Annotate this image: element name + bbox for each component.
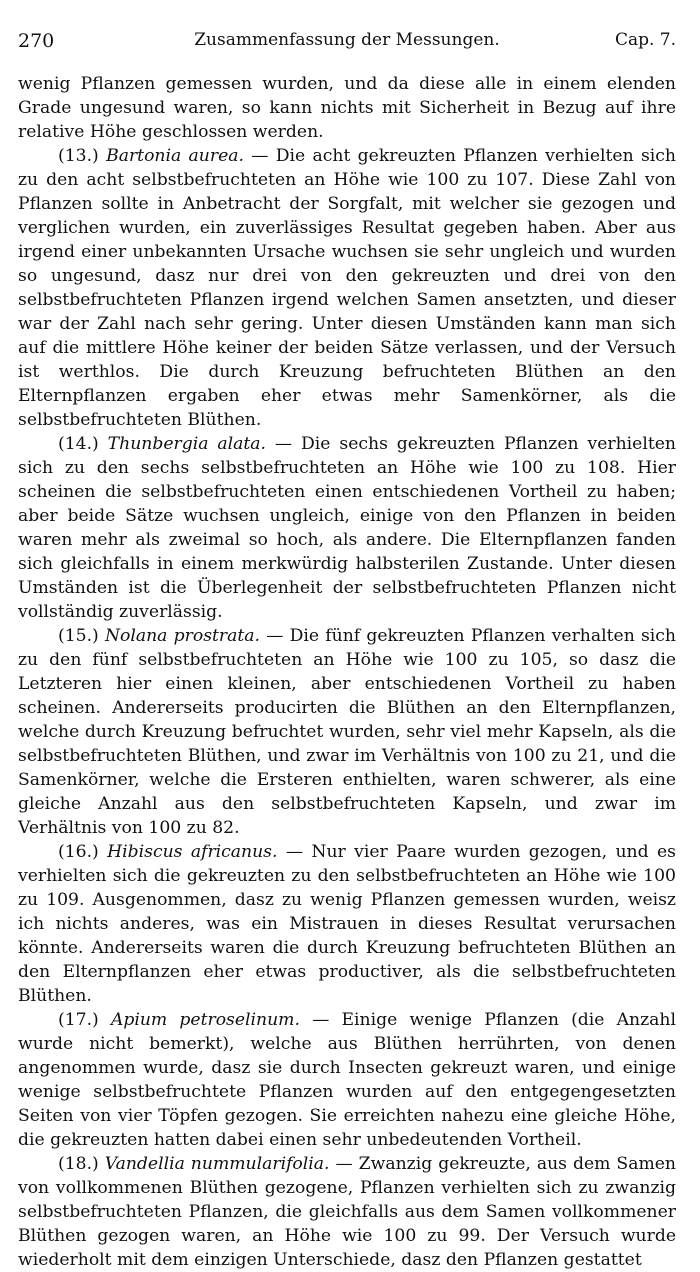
species-name: Nolana prostrata. [104, 626, 261, 646]
paragraph-number: (14.) [58, 434, 99, 454]
paragraph-number: (13.) [58, 146, 99, 166]
paragraph-13 [18, 144, 676, 432]
paragraph-15 [18, 624, 676, 840]
species-name: Bartonia aurea. [106, 146, 244, 166]
species-name: Hibiscus africanus. [107, 842, 278, 862]
paragraph-number: (15.) [58, 626, 99, 646]
page-number: 270 [18, 30, 55, 52]
paragraph-18 [18, 1152, 676, 1272]
paragraph-14 [18, 432, 676, 624]
paragraph-number: (17.) [58, 1010, 99, 1030]
species-name: Thunbergia alata. [107, 434, 266, 454]
paragraph-16 [18, 840, 676, 1008]
paragraph-number: (16.) [58, 842, 99, 862]
page-header [18, 30, 676, 58]
species-name: Apium petroselinum. [110, 1010, 300, 1030]
paragraph-text: — Die sechs gekreuzten Pflanzen verhielten sich zu den sechs selbstbefruchteten an Höhe wie 100 zu 108. Hier scheinen die selbstbefruchteten einen entschiedenen Vortheil zu haben; aber beide Sätze wuchsen ungleich, einige von den Pflanzen in beiden waren mehr als zweimal so hoch, als andere. Die Elternpflanzen fanden sich gleichfalls in einem merkwürdig halbsterilen Zustande. Unter diesen Umständen ist die Überlegenheit der selbstbefruchteten Pflanzen nicht vollständig zuverlässig. [18, 434, 676, 622]
paragraph-text: — Einige wenige Pflanzen (die Anzahl wurde nicht bemerkt), welche aus Blüthen herrührten, von denen angenommen wurde, dasz sie durch Insecten gekreuzt waren, und einige wenige selbstbefruchtete Pflanzen wurden auf den entgegengesetzten Seiten von vier Töpfen gezogen. Sie erreichten nahezu eine gleiche Höhe, die gekreuzten hatten dabei einen sehr unbedeutenden Vortheil. [18, 1010, 676, 1150]
paragraph-17 [18, 1008, 676, 1152]
chapter-label: Cap. 7. [614, 30, 676, 50]
paragraph-text: — Die fünf gekreuzten Pflanzen verhalten sich zu den fünf selbstbefruchteten an Höhe wie 100 zu 105, so dasz die Letzteren hier einen kleinen, aber entschiedenen Vortheil zu haben scheinen. Andererseits producirten die Blüthen an den Elternpflanzen, welche durch Kreuzung befruchtet wurden, sehr viel mehr Kapseln, als die selbstbefruchteten Blüthen, und zwar im Verhältnis von 100 zu 21, und die Samenkörner, welche die Ersteren enthielten, waren schwerer, als eine gleiche Anzahl aus den selbstbefruchteten Kapseln, und zwar im Verhältnis von 100 zu 82. [18, 626, 676, 838]
page-body [18, 72, 676, 1272]
running-title: Zusammenfassung der Messungen. [194, 30, 500, 50]
continued-paragraph [18, 72, 676, 144]
paragraph-text: — Nur vier Paare wurden gezogen, und es verhielten sich die gekreuzten zu den selbstbefruchteten an Höhe wie 100 zu 109. Ausgenommen, dasz zu wenig Pflanzen gemessen wurden, weisz ich nichts anderes, was ein Mistrauen in dieses Resultat verursachen könnte. Andererseits waren die durch Kreuzung befruchteten Blüthen an den Elternpflanzen eher etwas productiver, als die selbstbefruchteten Blüthen. [18, 842, 676, 1006]
paragraph-text: wenig Pflanzen gemessen wurden, und da diese alle in einem elenden Grade ungesund waren, so kann nichts mit Sicherheit in Bezug auf ihre relative Höhe geschlossen werden. [18, 74, 676, 142]
species-name: Vandellia nummularifolia. [104, 1154, 330, 1174]
paragraph-text: — Die acht gekreuzten Pflanzen verhielten sich zu den acht selbstbefruchteten an Höhe wie 100 zu 107. Diese Zahl von Pflanzen sollte in Anbetracht der Sorgfalt, mit welcher sie gezogen und verglichen wurden, ein zuverlässiges Resultat gegeben haben. Aber aus irgend einer unbekannten Ursache wuchsen sie sehr ungleich und wurden so ungesund, dasz nur drei von den gekreuzten und drei von den selbstbefruchteten Pflanzen irgend welchen Samen ansetzten, und dieser war der Zahl nach sehr gering. Unter diesen Umständen kann man sich auf die mittlere Höhe keiner der beiden Sätze verlassen, und der Versuch ist werthlos. Die durch Kreuzung befruchteten Blüthen an den Elternpflanzen ergaben eher etwas mehr Samenkörner, als die selbstbefruchteten Blüthen. [18, 146, 676, 430]
paragraph-number: (18.) [58, 1154, 99, 1174]
paragraph-text: — Zwanzig gekreuzte, aus dem Samen von vollkommenen Blüthen gezogene, Pflanzen verhielten sich zu zwanzig selbstbefruchteten Pflanzen, die gleichfalls aus dem Samen vollkommener Blüthen gezogen waren, an Höhe wie 100 zu 99. Der Versuch wurde wiederholt mit dem einzigen Unterschiede, dasz den Pflanzen gestattet [18, 1154, 676, 1270]
